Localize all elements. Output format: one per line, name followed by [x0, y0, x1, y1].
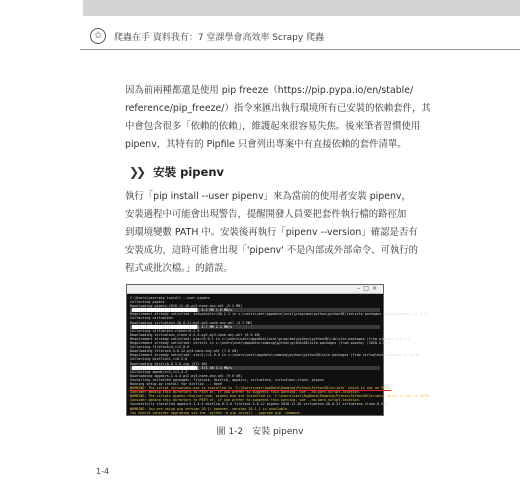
terminal-line: Downloading virtualenv-20.0.21-py2.py3-none-any.whl (4.7 MB): [130, 320, 253, 325]
paragraph-line: reference/pip_freeze/）指令來匯出執行環境所有已安裝的依賴套件，其: [125, 103, 431, 114]
paragraph-line: 安裝成功，這時可能會出現「'pipenv' 不是內部或外部命令、可執行的: [125, 245, 419, 256]
terminal-line: Requirement already satisfied: six<2,>=1.9.0 in c:\users\user\appdata\roaming\python\python38\site-packages (from virtualenv->pipenv) (1.15.0): [130, 353, 420, 358]
terminal-line: Downloading pipenv-2018.11.26-py3-none-any.whl (5.2 MB): [130, 304, 243, 309]
figure-caption: 圖 1-2 安裝 pipenv: [216, 427, 304, 437]
terminal-line: Requirement already satisfied: setuptools>=36.2.1 in c:\users\user\appdata\local\programs\python\python38\lib\site-packages (from pipenv) (41.2.0): [130, 312, 429, 317]
terminal-line: Collecting appdirs<2,>=1.4.3: [130, 369, 188, 374]
terminal-line: Collecting filelock<4,>=3.0.0: [130, 345, 190, 350]
running-header: [90, 28, 520, 44]
top-gray-band: [83, 0, 520, 16]
paragraph-line: 程式或批次檔。」的錯誤。: [125, 263, 233, 274]
double-chevron-icon: ❯❯: [129, 165, 144, 179]
paragraph-line: 安裝過程中可能會出現警告，提醒開發人員要把套件執行檔的路徑加: [125, 209, 407, 220]
paragraph-line: 到環境變數 PATH 中。安裝後再執行「pipenv --version」確認是否有: [125, 227, 418, 238]
terminal-line: Requirement already satisfied: pip>=9.0.1 in c:\users\user\appdata\local\programs\python\python38\lib\site-packages (from pipenv) (20.1.1): [130, 336, 412, 341]
terminal-titlebar: [127, 285, 383, 294]
terminal-line: |████████████████████████████████| 5.2 MB 1.6 MB/s: [130, 308, 380, 312]
paragraph-line: 執行「pip install --user pipenv」來為當前的使用者安裝 pipenv，: [125, 191, 411, 202]
terminal-line: WARNING: The script virtualenv.exe is installed in 'C:\Users\user\AppData\Roaming\Python\Python38\Scripts' which is not on PATH.: [130, 386, 392, 391]
terminal-line: Running setup.py install for distlib ... done: [130, 381, 222, 386]
terminal-line: Consider adding this directory to PATH or, if you prefer to suppress this warning, use --no-warn-script-location.: [130, 398, 361, 403]
page-number: 1-4: [96, 467, 110, 476]
paragraph-2: [125, 188, 419, 278]
terminal-line: Collecting pipenv: [130, 300, 165, 305]
terminal-line: Downloading distlib-0.3.0.zip (571 kB): [130, 361, 208, 366]
chapter-badge-icon: ✩: [90, 28, 106, 44]
header-title: 爬蟲在手 資料我有：7 堂課學會高效率 Scrapy 爬蟲: [114, 32, 325, 43]
section-title: 安裝 pipenv: [153, 165, 225, 179]
terminal-line: Successfully installed appdirs-1.4.4 distlib-0.3.0 filelock-3.0.12 pipenv-2018.11.26 virtualenv-20.0.21 virtualenv-clone-0.5.4: [130, 402, 388, 407]
terminal-line: C:\Users\user>pip install --user pipenv: [130, 296, 210, 300]
terminal-screenshot: [126, 284, 431, 416]
paragraph-1: [125, 82, 431, 154]
terminal-line: Requirement already satisfied: certifi in c:\users\user\appdata\roaming\python\python38\site-packages (from pipenv) (2020.4.5.1): [130, 341, 392, 346]
terminal-line: WARNING: The scripts pipenv-resolver.exe, pipenv.exe are installed in 'C:\Users\user\AppData\Roaming\Python\Python38\Scripts' which is not on PATH.: [130, 394, 431, 399]
terminal-line: Consider adding this directory to PATH or, if you prefer to suppress this warning, use --no-warn-script-location.: [130, 390, 361, 395]
terminal-line: Installing collected packages: filelock, distlib, appdirs, virtualenv, virtualenv-clone, pipenv: [130, 377, 324, 382]
terminal-line: |████████████████████████████████| 4.7 MB 2.2 MB/s: [130, 325, 380, 329]
paragraph-line: 中會包含很多「依賴的依賴」，維護起來很容易失焦。後來筆者習慣使用: [125, 121, 421, 132]
terminal-line: Downloading appdirs-1.4.4-py2.py3-none-any.whl (9.6 kB): [130, 373, 243, 378]
terminal-line: Downloading filelock-3.0.12-py3-none-any.whl (7.6 kB): [130, 349, 239, 354]
paragraph-line: 因為前兩種都還是使用 pip freeze（https://pip.pypa.io/en/stable/: [125, 85, 414, 96]
terminal-line: WARNING: You are using pip version 20.1; however, version 20.1.1 is available.: [130, 406, 290, 411]
terminal-line: Downloading virtualenv_clone-0.5.4-py2.py3-none-any.whl (6.6 kB): [130, 332, 261, 337]
section-heading: [129, 163, 224, 181]
header-divider: [80, 49, 520, 50]
paragraph-line: pipenv，其特有的 Pipfile 只會列出專案中有直接依賴的套件清單。: [125, 139, 407, 150]
terminal-line: Collecting virtualenv: [130, 316, 173, 321]
terminal-output: [127, 294, 431, 417]
terminal-line: Collecting distlib<1,>=0.3.0: [130, 357, 188, 362]
terminal-line: Collecting virtualenv-clone>=0.2.5: [130, 328, 200, 333]
terminal-line: |████████████████████████████████| 571 kB 3.3 MB/s: [130, 366, 380, 370]
window-controls-icon: –□×: [357, 285, 380, 292]
terminal-line: You should consider upgrading via the 'python -m pip install --upgrade pip' command.: [130, 410, 302, 415]
